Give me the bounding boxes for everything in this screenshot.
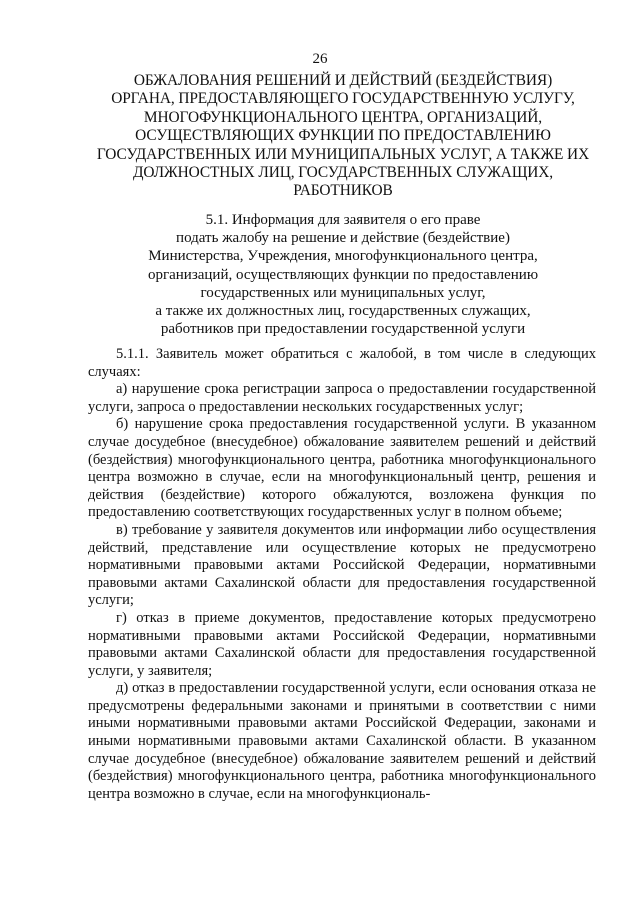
heading-line: ДОЛЖНОСТНЫХ ЛИЦ, ГОСУДАРСТВЕННЫХ СЛУЖАЩИХ, (132, 164, 554, 182)
subheading-line: подать жалобу на решение и действие (бездействие) (176, 230, 510, 247)
subheading-line: государственных или муниципальных услуг, (200, 284, 486, 301)
paragraph: а) нарушение срока регистрации запроса о предоставлении государственной услуги, запроса о предоставлении нескольких государственных услуг; (88, 381, 596, 415)
paragraph: г) отказ в приеме документов, предоставление которых предусмотрено нормативными правовыми актами Российской Федерации, нормативными правовыми актами Сахалинской области для предоставления государственной услуги, у заявителя; (88, 609, 596, 679)
heading-line: ГОСУДАРСТВЕННЫХ ИЛИ МУНИЦИПАЛЬНЫХ УСЛУГ, А ТАКЖЕ ИХ (96, 145, 590, 163)
heading-line: ОБЖАЛОВАНИЯ РЕШЕНИЙ И ДЕЙСТВИЙ (БЕЗДЕЙСТВИЯ) (133, 72, 553, 89)
paragraph: б) нарушение срока предоставления государственной услуги. В указанном случае досудебное (внесудебное) обжалование заявителем решений и действий (бездействия) многофункционального центра, работника многофункционального центра возможно в случае, если на многофункциональный центр, решения и действия (бездействие) которого обжалуются, возложена функция по предоставлению соответствующих государственных услуг в полном объеме; (88, 416, 596, 521)
heading-line: РАБОТНИКОВ (293, 182, 393, 200)
paragraph: 5.1.1. Заявитель может обратиться с жалобой, в том числе в следующих случаях: (88, 346, 596, 380)
subheading-line: а также их должностных лиц, государственных служащих, (155, 303, 531, 320)
page-number: 26 (312, 51, 328, 67)
heading-line: ОРГАНА, ПРЕДОСТАВЛЯЮЩЕГО ГОСУДАРСТВЕННУЮ УСЛУГУ, (111, 90, 575, 108)
heading-line: ОСУЩЕСТВЛЯЮЩИХ ФУНКЦИИ ПО ПРЕДОСТАВЛЕНИЮ (135, 127, 551, 145)
subheading-line: Министерства, Учреждения, многофункционального центра, (148, 248, 538, 265)
body-text (88, 346, 596, 803)
section-heading (80, 72, 606, 201)
subheading-line: работников при предоставлении государственной услуги (160, 321, 526, 338)
paragraph: д) отказ в предоставлении государственной услуги, если основания отказа не предусмотрены федеральными законами и принятыми в соответствии с ними иными нормативными правовыми актами Российской Федерации, законами и иными нормативными правовыми актами Сахалинской области. В указанном случае досудебное (внесудебное) обжалование заявителем решений и действий (бездействия) многофункционального центра, работника многофункционального центра возможно в случае, если на многофункциональ- (88, 680, 596, 802)
heading-line: МНОГОФУНКЦИОНАЛЬНОГО ЦЕНТРА, ОРГАНИЗАЦИЙ, (143, 108, 543, 126)
paragraph: в) требование у заявителя документов или информации либо осуществления действий, представление или осуществление которых не предусмотрено нормативными правовыми актами Российской Федерации, нормативными правовыми актами Сахалинской области для предоставления государственной услуги; (88, 521, 596, 609)
subheading-line: 5.1. Информация для заявителя о его праве (205, 212, 481, 228)
subsection-heading (80, 211, 606, 338)
subheading-line: организаций, осуществляющих функции по предоставлению (147, 266, 539, 283)
